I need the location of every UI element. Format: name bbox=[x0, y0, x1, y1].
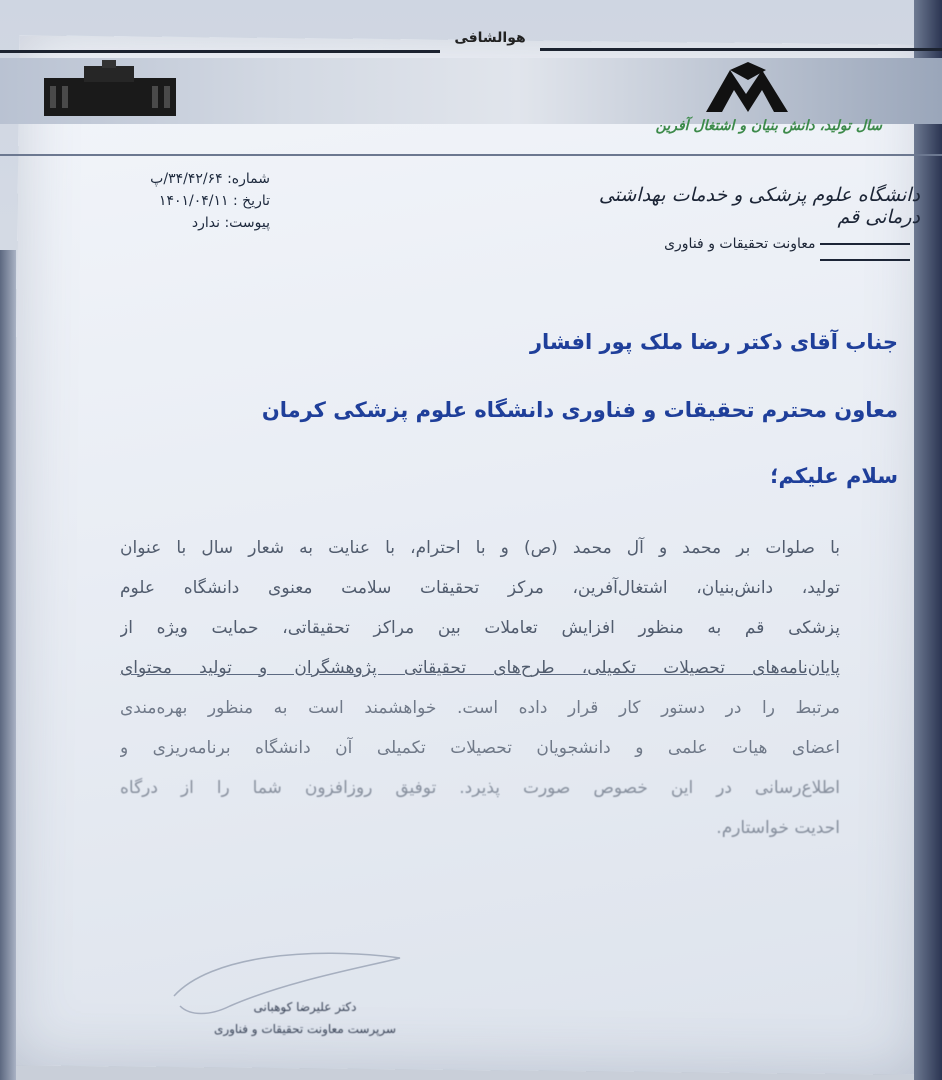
deputy-label: معاونت تحقیقات و فناوری bbox=[664, 236, 816, 252]
body-line: با صلوات بر محمد و آل محمد (ص) و با احترام، با عنایت به شعار سال با عنوان bbox=[120, 538, 840, 558]
left-shadow bbox=[0, 250, 16, 1080]
building-logo-icon bbox=[44, 60, 176, 116]
year-tagline: سال تولید، دانش بنیان و اشتغال آفرین bbox=[655, 118, 882, 134]
body-line: اعضای هیات علمی و دانشجویان تحصیلات تکمیلی آن دانشگاه برنامه‌ریزی و bbox=[120, 738, 840, 758]
letter-number: شماره: ۳۴/۴۲/۶۴/پ bbox=[150, 171, 270, 187]
signatory bbox=[170, 996, 440, 1040]
letter-body bbox=[120, 528, 840, 848]
header-rule-right bbox=[540, 48, 942, 51]
letter-date: تاریخ : ۱۴۰۱/۰۴/۱۱ bbox=[158, 193, 270, 209]
recipient-title: معاون محترم تحقیقات و فناوری دانشگاه علوم پزشکی کرمان bbox=[261, 398, 898, 422]
band-bottom-rule bbox=[0, 154, 942, 156]
right-shadow bbox=[914, 0, 942, 1080]
deputy-divider bbox=[820, 243, 910, 245]
body-line: تولید، دانش‌بنیان، اشتغال‌آفرین، مرکز تحقیقات سلامت معنوی دانشگاه علوم bbox=[120, 578, 840, 598]
body-line: پزشکی قم به منظور افزایش تعاملات بین مراکز تحقیقاتی، حمایت ویژه از bbox=[120, 618, 840, 638]
body-line: پایان‌نامه‌های تحصیلات تکمیلی، طرح‌های تحقیقاتی پژوهشگران و تولید محتوای bbox=[120, 658, 840, 678]
signatory-name: دکتر علیرضا کوهبانی bbox=[253, 1000, 357, 1014]
letter-meta bbox=[70, 168, 270, 234]
motto: هوالشافی bbox=[454, 30, 526, 46]
signatory-title: سرپرست معاونت تحقیقات و فناوری bbox=[213, 1022, 397, 1036]
letter-attachment: پیوست: ندارد bbox=[191, 215, 270, 231]
body-line: مرتبط را در دستور کار قرار داده است. خواهشمند است به منظور بهره‌مندی bbox=[120, 698, 840, 718]
body-line: احدیت خواستارم. bbox=[716, 818, 840, 838]
university-name: دانشگاه علوم پزشکی و خدمات بهداشتی درمانی قم bbox=[598, 184, 920, 228]
greeting: سلام علیکم؛ bbox=[770, 464, 898, 488]
body-line: اطلاع‌رسانی در این خصوص صورت پذیرد. توفیق روزافزون شما را از درگاه bbox=[120, 778, 840, 798]
deputy-divider bbox=[820, 259, 910, 261]
deputy-name bbox=[590, 236, 910, 268]
header-rule-left bbox=[0, 50, 440, 53]
university-emblem-icon bbox=[700, 60, 796, 120]
recipient-name: جناب آقای دکتر رضا ملک پور افشار bbox=[529, 330, 898, 354]
